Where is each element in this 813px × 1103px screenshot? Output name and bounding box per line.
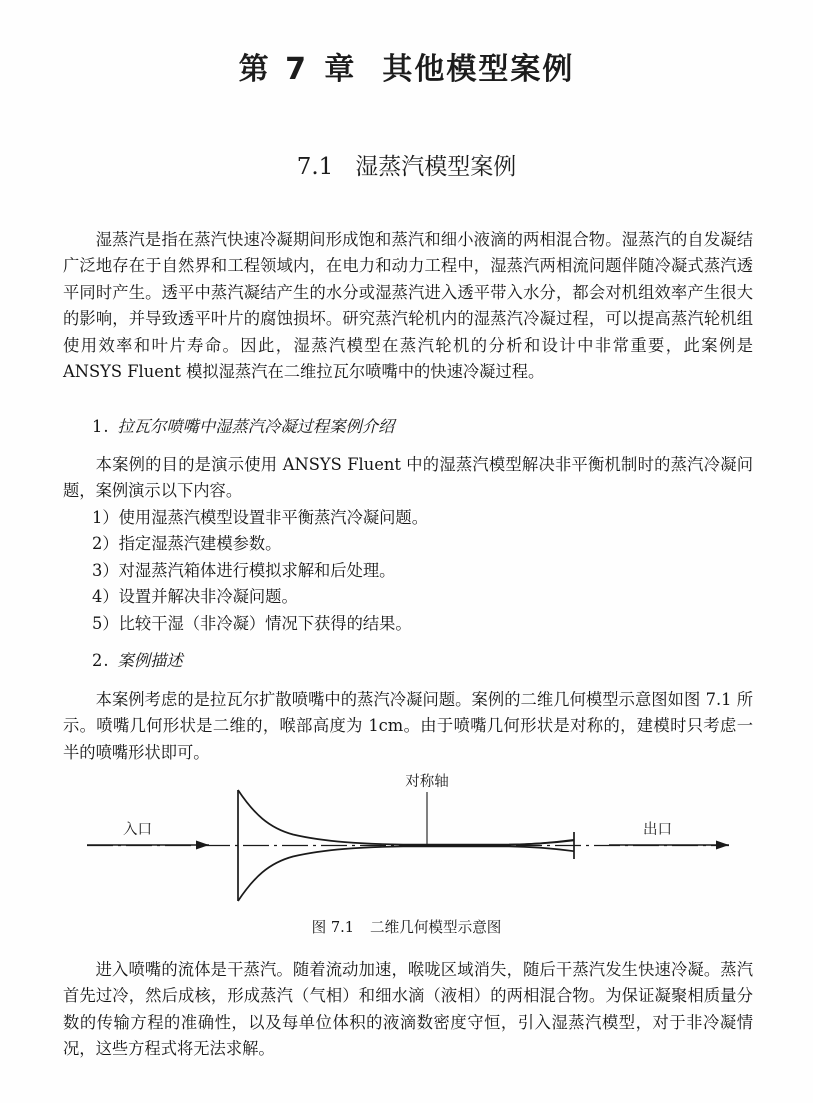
subheading-1-number: 1. [92,417,110,436]
figure-caption-label: 图 7.1 [311,919,355,936]
list-item: 5）比较干湿（非冷凝）情况下获得的结果。 [92,613,412,633]
inlet-label-text: 入口 [123,822,152,838]
section-title-text: 湿蒸汽模型案例 [355,154,517,180]
chapter-title-text: 其他模型案例 [382,52,575,87]
outlet-arrow [609,841,729,850]
purpose-paragraph: 本案例的目的是演示使用 ANSYS Fluent 中的湿蒸汽模型解决非平衡机制时的蒸汽冷凝问题，案例演示以下内容。 [63,455,753,501]
steps-list [92,505,752,637]
list-item: 3）对湿蒸汽箱体进行模拟求解和后处理。 [92,560,396,580]
list-item: 1）使用湿蒸汽模型设置非平衡蒸汽冷凝问题。 [92,508,428,527]
description-paragraph-block [63,687,753,766]
nozzle-wall-lower [238,846,509,901]
outlet-label-text: 出口 [643,822,672,838]
description-paragraph: 本案例考虑的是拉瓦尔扩散喷嘴中的蒸汽冷凝问题。案例的二维几何模型示意图如图 7.1 所示。喷嘴几何形状是二维的，喉部高度为 1cm。由于喷嘴几何形状是对称的，建模时只考虑一半的喷嘴形状即可。 [63,690,753,762]
subheading-case-description [92,648,183,674]
chapter-prefix: 第 [238,52,271,87]
closing-paragraph: 进入喷嘴的流体是干蒸汽。随着流动加速，喉咙区域消失，随后干蒸汽发生快速冷凝。蒸汽首先过冷，然后成核，形成蒸汽（气相）和细水滴（液相）的两相混合物。为保证凝聚相质量分数的传输方程的准确性，以及每单位体积的液滴数密度守恒，引入湿蒸汽模型，对于非冷凝情况，这些方程式将无法求解。 [63,960,753,1059]
intro-paragraph: 湿蒸汽是指在蒸汽快速冷凝期间形成饱和蒸汽和细小液滴的两相混合物。湿蒸汽的自发凝结广泛地存在于自然界和工程领域内，在电力和动力工程中，湿蒸汽两相流问题伴随冷凝式蒸汽透平同时产生。透平中蒸汽凝结产生的水分或湿蒸汽进入透平带入水分，都会对机组效率产生很大的影响，并导致透平叶片的腐蚀损坏。研究蒸汽轮机内的湿蒸汽冷凝过程，可以提高蒸汽轮机组使用效率和叶片寿命。因此，湿蒸汽模型在蒸汽轮机的分析和设计中非常重要，此案例是 ANSYS Fluent 模拟湿蒸汽在二维拉瓦尔喷嘴中的快速冷凝过程。 [63,230,753,382]
figure-caption [0,916,813,937]
closing-paragraph-block [63,957,753,1063]
subheading-2-number: 2. [92,651,110,670]
section-number: 7.1 [296,154,334,180]
nozzle-geometry-figure [63,770,753,910]
chapter-number: 7 [285,52,310,87]
nozzle-wall-lower-diverge [509,846,574,851]
subheading-case-introduction [92,414,394,440]
purpose-paragraph-block [63,452,753,505]
figure-caption-text: 二维几何模型示意图 [370,919,502,936]
intro-paragraph-block [63,227,753,385]
nozzle-wall-upper [238,790,574,845]
list-item: 2）指定湿蒸汽建模参数。 [92,534,282,554]
subheading-1-text: 拉瓦尔喷嘴中湿蒸汽冷凝过程案例介绍 [117,417,395,436]
subheading-2-text: 案例描述 [117,651,183,670]
chapter-suffix: 章 [324,52,357,87]
list-item: 4）设置并解决非冷凝问题。 [92,587,298,607]
section-title [0,148,813,181]
symmetry-axis-label-text: 对称轴 [405,774,449,790]
chapter-title [0,44,813,88]
